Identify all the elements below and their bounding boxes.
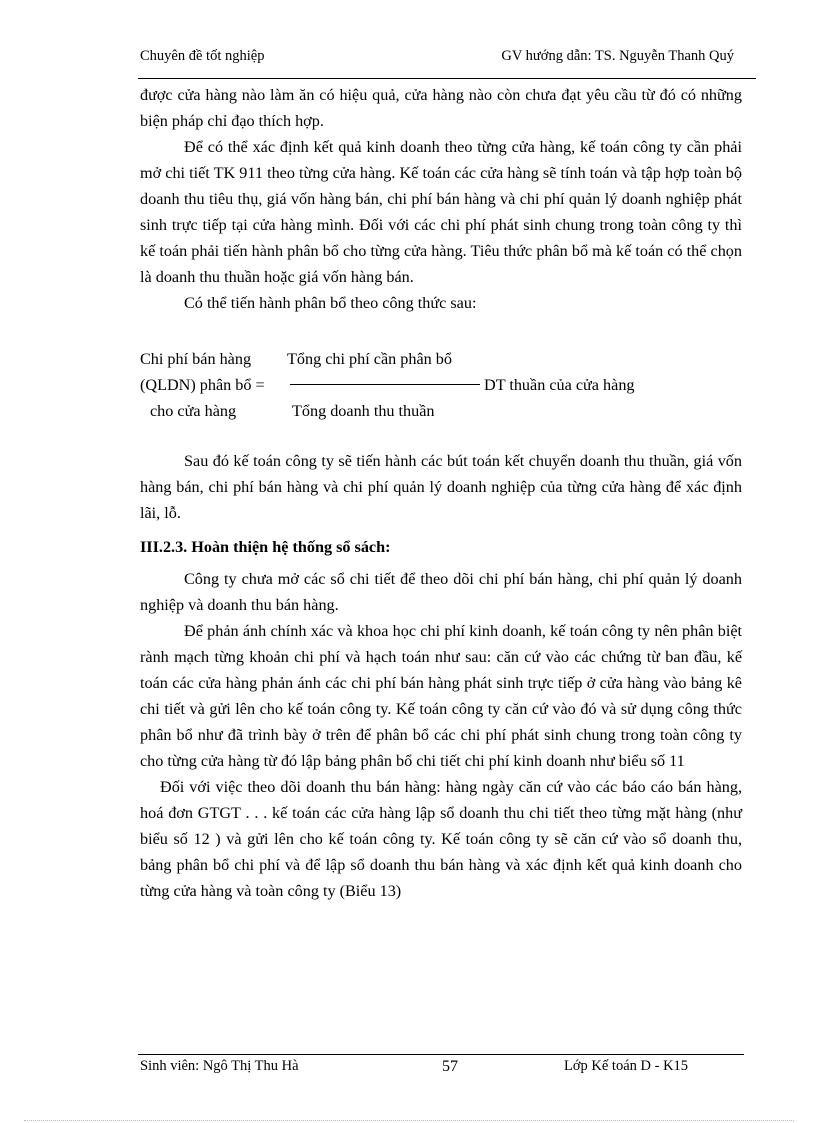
section-heading: III.2.3. Hoàn thiện hệ thống sổ sách:: [140, 538, 391, 556]
page-header: [140, 48, 756, 72]
paragraph-7: Đối với việc theo dõi doanh thu bán hàng: hàng ngày căn cứ vào các báo cáo bán hàng, hoá đơn GTGT . . . kế toán các cửa hàng lập sổ doanh thu chi tiết theo từng mặt hàng (như biểu số 12 ) và gửi lên cho kế toán công ty. Kế toán công ty sẽ căn cứ vào sổ doanh thu, bảng phân bổ chi phí và để lập sổ doanh thu bán hàng và xác định kết quả kinh doanh cho từng cửa hàng và toàn công ty (Biểu 13): [140, 778, 742, 900]
paragraph-6: Để phản ánh chính xác và khoa học chi phí kinh doanh, kế toán công ty nên phân biệt rành mạch từng khoản chi phí và hạch toán như sau: căn cứ vào các chứng từ ban đầu, kế toán các cửa hàng phản ánh các chi phí bán hàng phát sinh trực tiếp ở cửa hàng vào bảng kê chi tiết và gửi lên cho kế toán công ty. Kế toán công ty căn cứ vào đó và sử dụng công thức phân bổ như đã trình bày ở trên để phân bổ các chi phí phát sinh chung trong toàn công ty cho từng cửa hàng từ đó lập bảng phân bổ chi tiết chi phí kinh doanh như biểu số 11: [140, 622, 742, 770]
student-name: Sinh viên: Ngô Thị Thu Hà: [140, 1058, 299, 1074]
page-body: [140, 82, 742, 904]
formula-denominator: Tổng doanh thu thuần: [292, 402, 435, 420]
paragraph-2: Để có thể xác định kết quả kinh doanh theo từng cửa hàng, kế toán công ty cần phải mở chi tiết TK 911 theo từng cửa hàng. Kế toán các cửa hàng sẽ tính toán và tập hợp toàn bộ doanh thu tiêu thụ, giá vốn hàng bán, chi phí bán hàng và chi phí quản lý doanh nghiệp phát sinh trực tiếp tại cửa hàng mình. Đối với các chi phí phát sinh chung trong toàn công ty thì kế toán phải tiến hành phân bổ cho từng cửa hàng. Tiêu thức phân bổ mà kế toán có thể chọn là doanh thu thuần hoặc giá vốn hàng bán.: [140, 138, 742, 286]
page-number: 57: [442, 1058, 458, 1075]
thesis-label: Chuyên đề tốt nghiệp: [140, 48, 265, 64]
advisor-label: GV hướng dẫn: TS. Nguyễn Thanh Quý: [501, 48, 734, 64]
formula-left-line1: Chi phí bán hàng: [140, 350, 252, 368]
fraction-bar: [290, 384, 480, 385]
formula-left-line2: (QLDN) phân bổ =: [140, 376, 265, 394]
footer-rule: [138, 1054, 744, 1055]
header-rule: [138, 78, 756, 79]
formula-left-line3: cho cửa hàng: [150, 402, 237, 420]
page-edge-dots: [24, 1120, 794, 1121]
paragraph-4: Sau đó kế toán công ty sẽ tiến hành các bút toán kết chuyển doanh thu thuần, giá vốn hàng bán, chi phí bán hàng và chi phí quản lý doanh nghiệp của từng cửa hàng để xác định lãi, lỗ.: [140, 452, 742, 522]
paragraph-1: được cửa hàng nào làm ăn có hiệu quả, cửa hàng nào còn chưa đạt yêu cầu từ đó có những biện pháp chỉ đạo thích hợp.: [140, 86, 742, 130]
formula-multiplier: DT thuần của cửa hàng: [484, 376, 635, 394]
paragraph-3: Có thể tiến hành phân bổ theo công thức sau:: [184, 294, 477, 312]
page-footer: [140, 1058, 740, 1082]
paragraph-5: Công ty chưa mở các sổ chi tiết để theo dõi chi phí bán hàng, chi phí quản lý doanh nghiệp và doanh thu bán hàng.: [140, 570, 742, 614]
formula-numerator: Tổng chi phí cần phân bổ: [287, 350, 452, 368]
allocation-formula: [140, 346, 742, 424]
class-label: Lớp Kế toán D - K15: [564, 1058, 689, 1074]
